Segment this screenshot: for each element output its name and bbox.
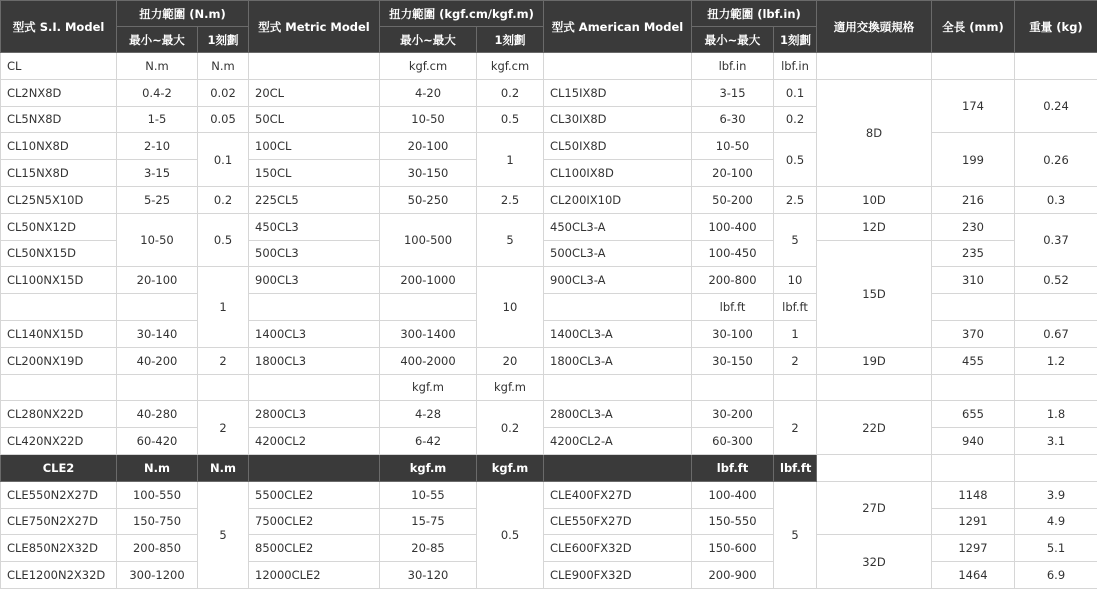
american-grad-cell: 0.1 <box>774 79 817 106</box>
si-range-cell: 1-5 <box>117 106 198 133</box>
si-range-cell: 150-750 <box>117 508 198 535</box>
metric-grad-cell: 20 <box>477 347 544 374</box>
american-range-cell: 150-550 <box>692 508 774 535</box>
american-grad-cell: 2 <box>774 401 817 455</box>
table-row <box>1 562 1097 589</box>
si-grad-cell <box>198 374 249 401</box>
weight-cell: 1.8 <box>1015 401 1097 428</box>
american-range-cell: 6-30 <box>692 106 774 133</box>
american-range-unit: lbf.ft <box>692 454 774 481</box>
si-model-cell: CL50NX12D <box>1 213 117 240</box>
si-model-cell <box>1 294 117 321</box>
metric-model-cell: 225CL5 <box>249 186 380 213</box>
length-cell: 1291 <box>932 508 1015 535</box>
header-lbf-graduation: 1刻劃 <box>774 27 817 53</box>
header-metric-model: 型式 Metric Model <box>249 1 380 53</box>
metric-model-cell: 1400CL3 <box>249 320 380 347</box>
si-model-cell: CLE750N2X27D <box>1 508 117 535</box>
metric-model-cell: 5500CLE2 <box>249 481 380 508</box>
si-model-cell <box>1 374 117 401</box>
american-grad-cell: 1 <box>774 320 817 347</box>
metric-range-cell: 10-50 <box>380 106 477 133</box>
weight-cell: 4.9 <box>1015 508 1097 535</box>
header-kgf-min-max: 最小~最大 <box>380 27 477 53</box>
head-spec-cell <box>817 374 932 401</box>
weight-cell <box>1015 294 1097 321</box>
metric-model-cell: 2800CL3 <box>249 401 380 428</box>
american-model-cell: CLE550FX27D <box>544 508 692 535</box>
weight-cell <box>1015 374 1097 401</box>
american-grad-cell: 10 <box>774 267 817 294</box>
metric-model-cell: 4200CL2 <box>249 428 380 455</box>
american-model-cell <box>544 53 692 80</box>
header-torque-lbf: 扭力範圍 (lbf.in) <box>692 1 817 27</box>
si-grad-cell: N.m <box>198 53 249 80</box>
head-spec-cell: 8D <box>817 79 932 186</box>
length-cell: 174 <box>932 79 1015 133</box>
american-model-cell: 4200CL2-A <box>544 428 692 455</box>
american-range-cell: 30-100 <box>692 320 774 347</box>
header-weight: 重量 (kg) <box>1015 1 1097 53</box>
si-grad-cell: 0.1 <box>198 133 249 187</box>
table-row <box>1 374 1097 401</box>
american-range-cell: 100-400 <box>692 481 774 508</box>
metric-range-cell: 4-28 <box>380 401 477 428</box>
american-grad-cell: lbf.in <box>774 53 817 80</box>
metric-model-cell: 1800CL3 <box>249 347 380 374</box>
si-model-cell: CL25N5X10D <box>1 186 117 213</box>
american-grad-unit: lbf.ft <box>774 454 817 481</box>
si-grad-cell: 1 <box>198 267 249 347</box>
length-cell: 655 <box>932 401 1015 428</box>
table-row <box>1 186 1097 213</box>
metric-model-cell <box>249 374 380 401</box>
si-range-cell: 40-200 <box>117 347 198 374</box>
metric-grad-unit: kgf.m <box>477 454 544 481</box>
metric-model-cell <box>249 53 380 80</box>
si-range-cell: N.m <box>117 53 198 80</box>
length-cell <box>932 374 1015 401</box>
metric-grad-cell: 0.5 <box>477 106 544 133</box>
table-row <box>1 267 1097 294</box>
si-grad-cell: 0.05 <box>198 106 249 133</box>
american-model-cell: CLE400FX27D <box>544 481 692 508</box>
metric-grad-cell: 2.5 <box>477 186 544 213</box>
weight-cell: 0.3 <box>1015 186 1097 213</box>
length-cell: 455 <box>932 347 1015 374</box>
metric-range-cell: 400-2000 <box>380 347 477 374</box>
si-grad-cell: 0.2 <box>198 186 249 213</box>
length-cell: 199 <box>932 133 1015 187</box>
metric-range-cell: 20-100 <box>380 133 477 160</box>
si-model-cell: CL15NX8D <box>1 160 117 187</box>
metric-range-cell: 10-55 <box>380 481 477 508</box>
american-range-cell: 10-50 <box>692 133 774 160</box>
american-range-cell: 30-200 <box>692 401 774 428</box>
metric-model-cell: 500CL3 <box>249 240 380 267</box>
metric-range-cell: 30-150 <box>380 160 477 187</box>
weight-cell: 0.52 <box>1015 267 1097 294</box>
header-kgf-graduation: 1刻劃 <box>477 27 544 53</box>
weight-cell: 0.67 <box>1015 320 1097 347</box>
si-grad-cell: 0.5 <box>198 213 249 267</box>
si-model-cell: CL5NX8D <box>1 106 117 133</box>
table-row <box>1 213 1097 240</box>
metric-model-cell: 150CL <box>249 160 380 187</box>
weight-cell: 1.2 <box>1015 347 1097 374</box>
metric-range-cell <box>380 294 477 321</box>
si-range-cell: 200-850 <box>117 535 198 562</box>
header-length: 全長 (mm) <box>932 1 1015 53</box>
si-model-cell: CL140NX15D <box>1 320 117 347</box>
american-model-cell: CL30IX8D <box>544 106 692 133</box>
metric-range-unit: kgf.m <box>380 454 477 481</box>
si-range-cell: 100-550 <box>117 481 198 508</box>
metric-grad-cell: 1 <box>477 133 544 187</box>
american-model-cell: 2800CL3-A <box>544 401 692 428</box>
weight-cell: 3.9 <box>1015 481 1097 508</box>
weight-cell <box>1015 53 1097 80</box>
weight-cell: 3.1 <box>1015 428 1097 455</box>
header-nm-min-max: 最小~最大 <box>117 27 198 53</box>
weight-cell: 0.26 <box>1015 133 1097 187</box>
metric-range-cell: 300-1400 <box>380 320 477 347</box>
american-model-cell: CL100IX8D <box>544 160 692 187</box>
table-row <box>1 428 1097 455</box>
weight-cell: 5.1 <box>1015 535 1097 562</box>
length-cell: 1297 <box>932 535 1015 562</box>
length-cell <box>932 454 1015 481</box>
metric-model-cell: 7500CLE2 <box>249 508 380 535</box>
metric-model-cell <box>249 294 380 321</box>
table-row <box>1 535 1097 562</box>
american-range-cell: 60-300 <box>692 428 774 455</box>
length-cell: 940 <box>932 428 1015 455</box>
metric-model-cell: 900CL3 <box>249 267 380 294</box>
section-header-row <box>1 454 1097 481</box>
si-range-cell: 40-280 <box>117 401 198 428</box>
table-row <box>1 401 1097 428</box>
length-cell: 1464 <box>932 562 1015 589</box>
metric-range-cell: 200-1000 <box>380 267 477 294</box>
si-range-cell: 10-50 <box>117 213 198 267</box>
american-model-cell <box>544 454 692 481</box>
header-torque-nm: 扭力範圍 (N.m) <box>117 1 249 27</box>
si-range-cell: 300-1200 <box>117 562 198 589</box>
si-range-cell: 60-420 <box>117 428 198 455</box>
length-cell: 235 <box>932 240 1015 267</box>
header-torque-kgf: 扭力範圍 (kgf.cm/kgf.m) <box>380 1 544 27</box>
si-model-cell: CL280NX22D <box>1 401 117 428</box>
american-range-cell: lbf.ft <box>692 294 774 321</box>
table-row <box>1 53 1097 80</box>
si-range-unit: N.m <box>117 454 198 481</box>
metric-grad-cell: 10 <box>477 267 544 347</box>
american-range-cell: 50-200 <box>692 186 774 213</box>
metric-range-cell: 20-85 <box>380 535 477 562</box>
si-range-cell: 2-10 <box>117 133 198 160</box>
american-model-cell: CLE900FX32D <box>544 562 692 589</box>
american-range-cell: 3-15 <box>692 79 774 106</box>
si-model-cell: CL420NX22D <box>1 428 117 455</box>
si-model-cell: CL200NX19D <box>1 347 117 374</box>
american-model-cell: 1800CL3-A <box>544 347 692 374</box>
head-spec-cell <box>817 53 932 80</box>
weight-cell: 0.24 <box>1015 79 1097 133</box>
table-row <box>1 481 1097 508</box>
metric-grad-cell: 0.5 <box>477 481 544 588</box>
si-grad-cell: 2 <box>198 401 249 455</box>
head-spec-cell <box>817 454 932 481</box>
american-model-cell <box>544 374 692 401</box>
header-nm-graduation: 1刻劃 <box>198 27 249 53</box>
header-si-model: 型式 S.I. Model <box>1 1 117 53</box>
length-cell: 1148 <box>932 481 1015 508</box>
metric-grad-cell: 0.2 <box>477 401 544 455</box>
american-range-cell: 100-450 <box>692 240 774 267</box>
si-model-cell: CLE550N2X27D <box>1 481 117 508</box>
american-model-cell: CL200IX10D <box>544 186 692 213</box>
si-model-cell: CL100NX15D <box>1 267 117 294</box>
si-range-cell: 20-100 <box>117 267 198 294</box>
american-model-cell <box>544 294 692 321</box>
american-model-cell: CL50IX8D <box>544 133 692 160</box>
head-spec-cell: 27D <box>817 481 932 535</box>
american-range-cell: 100-400 <box>692 213 774 240</box>
american-model-cell: CLE600FX32D <box>544 535 692 562</box>
american-grad-cell: 5 <box>774 213 817 267</box>
si-model-cell: CLE850N2X32D <box>1 535 117 562</box>
table-row <box>1 294 1097 321</box>
si-range-cell: 30-140 <box>117 320 198 347</box>
metric-model-cell: 100CL <box>249 133 380 160</box>
si-model-cell: CL10NX8D <box>1 133 117 160</box>
american-range-cell: 150-600 <box>692 535 774 562</box>
metric-range-cell: 6-42 <box>380 428 477 455</box>
american-range-cell: 20-100 <box>692 160 774 187</box>
american-range-cell <box>692 374 774 401</box>
metric-grad-cell: 0.2 <box>477 79 544 106</box>
si-grad-cell: 2 <box>198 347 249 374</box>
american-model-cell: 500CL3-A <box>544 240 692 267</box>
weight-cell <box>1015 454 1097 481</box>
metric-grad-cell: kgf.cm <box>477 53 544 80</box>
si-range-cell: 0.4-2 <box>117 79 198 106</box>
head-spec-cell: 32D <box>817 535 932 589</box>
header-lbf-min-max: 最小~最大 <box>692 27 774 53</box>
metric-range-cell: kgf.cm <box>380 53 477 80</box>
american-model-cell: 450CL3-A <box>544 213 692 240</box>
si-grad-unit: N.m <box>198 454 249 481</box>
metric-model-cell: 50CL <box>249 106 380 133</box>
head-spec-cell: 12D <box>817 213 932 240</box>
metric-model-cell: 12000CLE2 <box>249 562 380 589</box>
si-model-cell: CL50NX15D <box>1 240 117 267</box>
metric-range-cell: 15-75 <box>380 508 477 535</box>
metric-range-cell: 4-20 <box>380 79 477 106</box>
header-head-spec: 適用交換頭規格 <box>817 1 932 53</box>
head-spec-cell: 22D <box>817 401 932 455</box>
si-model-cell: CL2NX8D <box>1 79 117 106</box>
metric-range-cell: 50-250 <box>380 186 477 213</box>
american-model-cell: 900CL3-A <box>544 267 692 294</box>
table-row <box>1 508 1097 535</box>
american-grad-cell: 2 <box>774 347 817 374</box>
american-model-cell: CL15IX8D <box>544 79 692 106</box>
american-range-cell: lbf.in <box>692 53 774 80</box>
table-row <box>1 79 1097 106</box>
american-model-cell: 1400CL3-A <box>544 320 692 347</box>
header-american-model: 型式 American Model <box>544 1 692 53</box>
length-cell: 310 <box>932 267 1015 294</box>
metric-model-cell: 450CL3 <box>249 213 380 240</box>
si-grad-cell: 5 <box>198 481 249 588</box>
length-cell <box>932 53 1015 80</box>
si-range-cell <box>117 294 198 321</box>
weight-cell: 0.37 <box>1015 213 1097 267</box>
metric-range-cell: 100-500 <box>380 213 477 267</box>
section-title: CLE2 <box>1 454 117 481</box>
length-cell: 370 <box>932 320 1015 347</box>
american-grad-cell: 2.5 <box>774 186 817 213</box>
american-grad-cell: 0.2 <box>774 106 817 133</box>
american-range-cell: 200-900 <box>692 562 774 589</box>
american-grad-cell: lbf.ft <box>774 294 817 321</box>
metric-model-cell <box>249 454 380 481</box>
american-grad-cell <box>774 374 817 401</box>
table-row <box>1 133 1097 160</box>
length-cell: 216 <box>932 186 1015 213</box>
american-range-cell: 30-150 <box>692 347 774 374</box>
american-range-cell: 200-800 <box>692 267 774 294</box>
metric-model-cell: 20CL <box>249 79 380 106</box>
metric-model-cell: 8500CLE2 <box>249 535 380 562</box>
metric-grad-cell: kgf.m <box>477 374 544 401</box>
metric-range-cell: kgf.m <box>380 374 477 401</box>
si-range-cell: 3-15 <box>117 160 198 187</box>
american-grad-cell: 5 <box>774 481 817 588</box>
si-grad-cell: 0.02 <box>198 79 249 106</box>
american-grad-cell: 0.5 <box>774 133 817 187</box>
si-model-cell: CLE1200N2X32D <box>1 562 117 589</box>
head-spec-cell: 15D <box>817 240 932 347</box>
si-range-cell: 5-25 <box>117 186 198 213</box>
metric-range-cell: 30-120 <box>380 562 477 589</box>
head-spec-cell: 19D <box>817 347 932 374</box>
metric-grad-cell: 5 <box>477 213 544 267</box>
si-range-cell <box>117 374 198 401</box>
head-spec-cell: 10D <box>817 186 932 213</box>
weight-cell: 6.9 <box>1015 562 1097 589</box>
si-model-cell: CL <box>1 53 117 80</box>
table-row <box>1 347 1097 374</box>
length-cell: 230 <box>932 213 1015 240</box>
table-row <box>1 320 1097 347</box>
length-cell <box>932 294 1015 321</box>
